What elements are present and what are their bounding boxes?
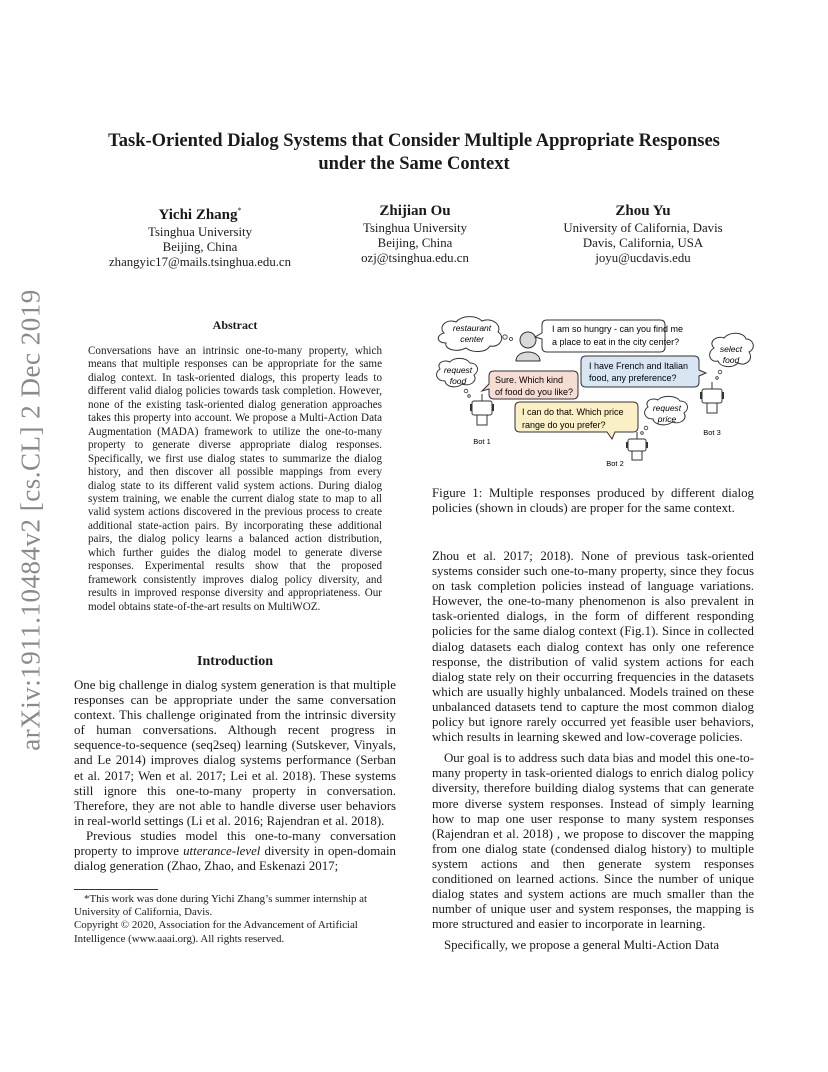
svg-text:food, any preference?: food, any preference?	[589, 373, 677, 383]
svg-text:range do you prefer?: range do you prefer?	[522, 420, 606, 430]
cloud-text-line: restaurant	[452, 323, 492, 333]
svg-text:price: price	[657, 414, 677, 424]
paper-title	[60, 130, 768, 176]
arxiv-id-text: arXiv:1911.10484v2 [cs.CL] 2 Dec 2019	[15, 289, 46, 751]
svg-text:food: food	[449, 376, 467, 386]
svg-text:food: food	[722, 355, 740, 365]
svg-text:I can do that. Which price: I can do that. Which price	[522, 407, 624, 417]
abstract-heading: Abstract	[212, 318, 258, 332]
svg-text:request: request	[443, 365, 473, 375]
bot2-speech-bubble	[515, 402, 638, 439]
right-column-body	[432, 549, 754, 953]
svg-text:I have French and Italian: I have French and Italian	[589, 361, 689, 371]
intro-paragraph-1: One big challenge in dialog system generation is that multiple responses can be appropriate under the same conversation context. This challenge originated from the intrinsic diversity of human conversations. Although recent progress in sequence-to-sequence (seq2seq) learning (Sutskever, Vinyals, and Le 2014) improves dialog systems performance (Serban et al. 2017; Wen et al. 2017; Lei et al. 2018). These systems still ignore this one-to-many property in conversation. Therefore, they are not able to handle diverse user behaviors in real-world settings (Li et al. 2016; Rajendran et al. 2018).	[74, 678, 396, 828]
right-paragraph-1: Zhou et al. 2017; 2018). None of previous task-oriented systems consider such one-to-many property, since they focus on task completion policies instead of language variations. However, the one-to-many phenomenon is also prevalent in task-oriented dialogs, in the form of different responding policies for the same dialog context (Fig.1). Since in collected dialog datasets each dialog context has only one reference response, the distribution of valid system actions for each dialog state rely on their occurring frequencies in the datasets which are usually highly unbalanced. Models trained on these unbalanced datasets tend to capture the most common dialog policy but ignore rarely occurred yet feasible user behaviors, which results in learning skewed and low-coverage policies.	[432, 549, 754, 745]
bot3-robot-icon	[700, 382, 724, 437]
author-affiliation: University of California, Davis	[563, 221, 723, 235]
title-line-2: under the Same Context	[318, 154, 510, 174]
bot2-label: Bot 2	[606, 459, 624, 468]
svg-text:select: select	[719, 344, 743, 354]
author-email: zhangyic17@mails.tsinghua.edu.cn	[108, 255, 291, 269]
right-paragraph-2: Our goal is to address such data bias and model this one-to-many property in task-oriented dialogs to enrich dialog policy diversity, therefore building dialog systems that can generate more diverse system responses. Instead of simply learning how to map one user response to many system responses (Rajendran et al. 2018) , we propose to discover the mapping from one dialog state (condensed dialog history) to multiple system actions and then generate system responses conditioned on learned actions. Since the number of unique dialog states and system actions are much smaller than the number of unique user and system responses, the mapping is more structured and easier to incorporate in learning.	[432, 751, 754, 932]
author-location: Beijing, China	[162, 240, 238, 254]
footnote	[74, 893, 396, 946]
introduction-heading: Introduction	[197, 654, 273, 669]
cloud-select-food	[710, 333, 754, 379]
author-block-3	[533, 201, 753, 266]
author-affiliation: Tsinghua University	[148, 225, 252, 239]
author-name: Yichi Zhang*	[158, 206, 242, 223]
author-footnote-mark: *	[237, 206, 242, 215]
author-email: joyu@ucdavis.edu	[595, 251, 691, 265]
author-affiliation: Tsinghua University	[363, 221, 467, 235]
svg-text:Sure. Which kind: Sure. Which kind	[495, 375, 564, 385]
author-location: Beijing, China	[377, 236, 453, 250]
cloud-text-line: center	[460, 334, 484, 344]
cloud-request-price	[641, 396, 688, 434]
author-name: Zhou Yu	[615, 203, 671, 219]
author-email: ozj@tsinghua.edu.cn	[361, 251, 469, 265]
title-line-1: Task-Oriented Dialog Systems that Consider Multiple Appropriate Responses	[108, 131, 720, 151]
svg-text:I am so hungry - can you find: I am so hungry - can you find me	[552, 324, 684, 334]
bot3-speech-bubble	[581, 356, 706, 387]
bot1-speech-bubble	[482, 371, 578, 399]
introduction-body	[74, 678, 396, 874]
right-paragraph-3: Specifically, we propose a general Multi-Action Data	[444, 938, 720, 953]
svg-text:of food do you like?: of food do you like?	[495, 387, 574, 397]
intro-paragraph-2: Previous studies model this one-to-many conversation property to improve utterance-level diversity in open-domain dialog generation (Zhao, Zhao, and Eskenazi 2017;	[74, 828, 396, 874]
footnote-text: *This work was done during Yichi Zhang’s summer internship at University of California, Davis.	[74, 893, 368, 919]
bot1-label: Bot 1	[473, 437, 491, 446]
footnote-rule	[74, 889, 158, 890]
arxiv-identifier	[6, 290, 56, 750]
figure-1-caption: Figure 1: Multiple responses produced by different dialog policies (shown in clouds) are proper for the same context.	[432, 486, 754, 516]
author-name: Zhijian Ou	[379, 203, 451, 219]
copyright-notice: Copyright © 2020, Association for the Advancement of Artificial Intelligence (www.aaai.org). All rights reserved.	[74, 919, 358, 945]
user-speech-bubble	[535, 320, 683, 352]
abstract-text: Conversations have an intrinsic one-to-many property, which means that multiple responses can be appropriate for the same dialog context. In task-oriented dialogs, this property leads to different valid dialog policies towards task completion. However, none of the existing task-oriented dialog generation approaches takes this property into account. We propose a Multi-Action Data Augmentation (MADA) framework to utilize the one-to-many property to generate diverse appropriate dialog responses. Specifically, we first use dialog states to summarize the dialog history, and then discover all possible mappings from every dialog state to its different valid system actions. During dialog system training, we enable the current dialog state to map to all valid system actions discovered in the previous process to create additional state-action pairs. By incorporating these additional pairs, the dialog policy learns a balanced action distribution, which further guides the dialog model to generate diverse responses. Experimental results show that the proposed framework consistently improves dialog policy diversity, and results in improved response diversity and appropriateness. Our model obtains state-of-the-art results on MultiWOZ.	[88, 345, 382, 613]
author-block-1	[90, 201, 310, 270]
svg-text:request: request	[652, 403, 682, 413]
bot1-robot-icon	[470, 394, 494, 446]
cloud-request-food	[437, 358, 478, 397]
figure-1-diagram	[432, 315, 754, 473]
author-location: Davis, California, USA	[582, 236, 704, 250]
author-block-2	[320, 201, 510, 266]
bot3-label: Bot 3	[703, 428, 721, 437]
cloud-restaurant-center	[438, 317, 512, 352]
svg-text:a place to eat in the city cen: a place to eat in the city center?	[552, 337, 680, 347]
